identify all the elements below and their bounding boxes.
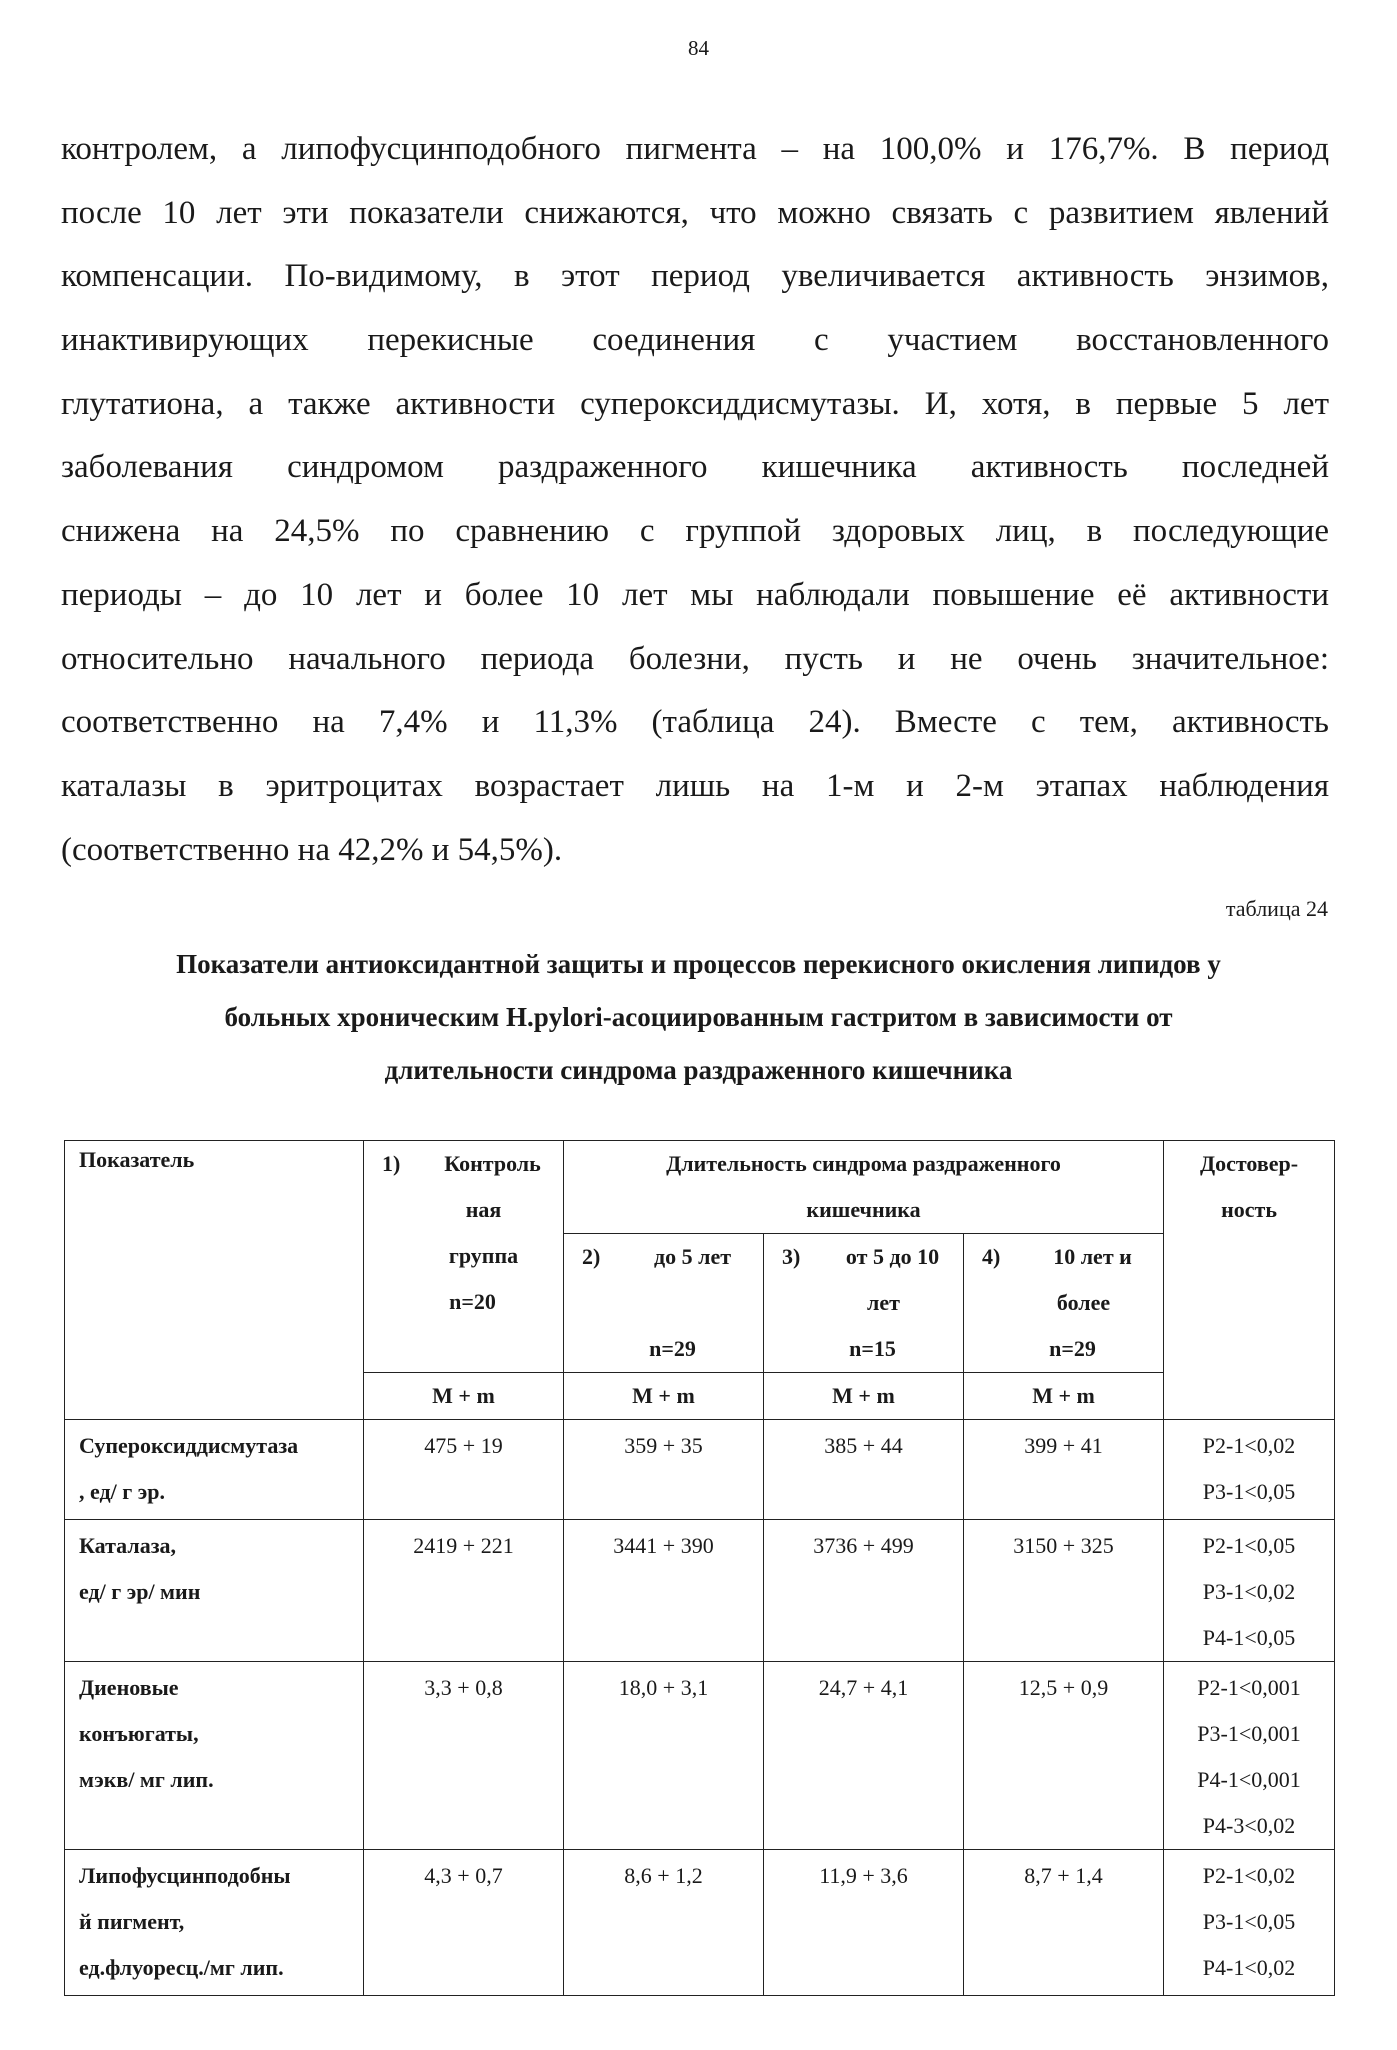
body-line: заболевания синдромом раздраженного кишечника активность последней: [61, 449, 1329, 486]
body-paragraph: [61, 118, 1329, 882]
header-reliability: [1164, 1141, 1335, 1420]
row-name-line: Супероксиддисмутаза: [79, 1433, 299, 1458]
value-cell: 11,9 + 3,6: [764, 1850, 964, 1996]
row-name: [65, 1850, 364, 1996]
header-control-n: n=20: [449, 1289, 496, 1314]
p-value-cell: [1164, 1850, 1335, 1996]
p-value: P3-1<0,02: [1202, 1579, 1296, 1604]
header-sub-n: n=15: [849, 1336, 896, 1361]
header-control-label-3: группа: [448, 1243, 519, 1268]
table-title: [0, 938, 1397, 1097]
header-sub-5-to-10: [764, 1234, 964, 1373]
body-line: каталазы в эритроцитах возрастает лишь на 1-м и 2-м этапах наблюдения: [61, 767, 1329, 804]
header-duration-line-1: Длительность синдрома раздраженного: [666, 1151, 1061, 1176]
body-line: снижена на 24,5% по сравнению с группой здоровых лиц, в последующие: [61, 513, 1329, 550]
row-name-line: мэкв/ мг лип.: [79, 1767, 214, 1792]
p-value-cell: [1164, 1662, 1335, 1850]
value-cell: 12,5 + 0,9: [964, 1662, 1164, 1850]
p-value: P4-3<0,02: [1202, 1813, 1296, 1838]
value-cell: 385 + 44: [764, 1420, 964, 1520]
value-cell: 8,7 + 1,4: [964, 1850, 1164, 1996]
body-line: контролем, а липофусцинподобного пигмента – на 100,0% и 176,7%. В период: [61, 131, 1329, 167]
header-sub-label-2: более: [1056, 1290, 1111, 1315]
row-name-line: ед.флуоресц./мг лип.: [79, 1955, 284, 1980]
header-mean-error: M + m: [964, 1373, 1164, 1420]
row-name-line: Каталаза,: [79, 1533, 177, 1558]
header-sub-under-5: [564, 1234, 764, 1373]
header-sub-number: 3): [782, 1244, 801, 1269]
body-line: относительно начального периода болезни, пусть и не очень значительное:: [61, 640, 1329, 677]
table-row-diene: [65, 1662, 1335, 1850]
row-name-line: ед/ г эр/ мин: [79, 1579, 201, 1604]
body-line: (соответственно на 42,2% и 54,5%).: [61, 831, 563, 868]
header-mean-error: M + m: [364, 1373, 564, 1420]
p-value: P2-1<0,001: [1197, 1675, 1301, 1700]
value-cell: 3441 + 390: [564, 1520, 764, 1662]
header-sub-number: 2): [582, 1244, 601, 1269]
value-cell: 4,3 + 0,7: [364, 1850, 564, 1996]
body-line: инактивирующих перекисные соединения с участием восстановленного: [61, 322, 1329, 359]
table-title-line: больных хроническим H.pylori-асоциированным гастритом в зависимости от: [224, 1002, 1173, 1032]
header-sub-label-2: лет: [867, 1290, 900, 1315]
p-value: P2-1<0,02: [1202, 1863, 1296, 1888]
table-title-line: Показатели антиоксидантной защиты и процессов перекисного окисления липидов у: [176, 949, 1221, 979]
p-value: P3-1<0,05: [1202, 1479, 1296, 1504]
value-cell: 3736 + 499: [764, 1520, 964, 1662]
header-sub-label: от 5 до 10: [845, 1244, 940, 1269]
body-line: глутатиона, а также активности супероксиддисмутазы. И, хотя, в первые 5 лет: [61, 385, 1329, 422]
row-name-line: й пигмент,: [79, 1909, 185, 1934]
body-line: периоды – до 10 лет и более 10 лет мы наблюдали повышение её активности: [61, 576, 1329, 613]
row-name-line: конъюгаты,: [79, 1721, 199, 1746]
table-title-line: длительности синдрома раздраженного кишечника: [384, 1055, 1013, 1085]
table-row-sod: [65, 1420, 1335, 1520]
p-value: P4-1<0,001: [1197, 1767, 1301, 1792]
data-table: [64, 1140, 1335, 1996]
p-value: P4-1<0,02: [1202, 1955, 1296, 1980]
value-cell: 475 + 19: [364, 1420, 564, 1520]
row-name: [65, 1520, 364, 1662]
header-sub-number: 4): [982, 1244, 1001, 1269]
value-cell: 399 + 41: [964, 1420, 1164, 1520]
header-sub-n: n=29: [649, 1336, 696, 1361]
row-name-line: Липофусцинподобны: [79, 1863, 291, 1888]
row-name-line: , ед/ г эр.: [79, 1479, 165, 1504]
header-duration-line-2: кишечника: [806, 1197, 921, 1222]
body-line: компенсации. По-видимому, в этот период увеличивается активность энзимов,: [61, 258, 1329, 295]
body-line: после 10 лет эти показатели снижаются, что можно связать с развитием явлений: [61, 194, 1329, 231]
value-cell: 24,7 + 4,1: [764, 1662, 964, 1850]
page-number: 84: [688, 36, 709, 60]
header-sub-label: 10 лет и: [1053, 1244, 1132, 1269]
value-cell: 3150 + 325: [964, 1520, 1164, 1662]
value-cell: 2419 + 221: [364, 1520, 564, 1662]
table-label: таблица 24: [1225, 896, 1328, 921]
row-name-line: Диеновые: [79, 1675, 179, 1700]
value-cell: 8,6 + 1,2: [564, 1850, 764, 1996]
header-mean-error: M + m: [564, 1373, 764, 1420]
header-mean-error: M + m: [764, 1373, 964, 1420]
header-reliability-line-1: Достовер-: [1199, 1151, 1299, 1176]
p-value: P2-1<0,05: [1202, 1533, 1296, 1558]
p-value: P4-1<0,05: [1202, 1625, 1296, 1650]
header-sub-n: n=29: [1049, 1336, 1096, 1361]
header-sub-over-10: [964, 1234, 1164, 1373]
p-value-cell: [1164, 1420, 1335, 1520]
value-cell: 359 + 35: [564, 1420, 764, 1520]
header-duration-group: [564, 1141, 1164, 1234]
table-row-catalase: [65, 1520, 1335, 1662]
header-control-label-1: Контроль: [444, 1151, 541, 1176]
row-name: [65, 1662, 364, 1850]
header-sub-label: до 5 лет: [653, 1244, 732, 1269]
header-control-group: [364, 1141, 564, 1373]
header-parameter: Показатель: [65, 1141, 364, 1420]
p-value-cell: [1164, 1520, 1335, 1662]
header-control-label-2: ная: [465, 1197, 502, 1222]
p-value: P2-1<0,02: [1202, 1433, 1296, 1458]
p-value: P3-1<0,05: [1202, 1909, 1296, 1934]
row-name: [65, 1420, 364, 1520]
body-line: соответственно на 7,4% и 11,3% (таблица 24). Вместе с тем, активность: [61, 704, 1329, 741]
header-control-number: 1): [382, 1151, 401, 1176]
header-reliability-line-2: ность: [1221, 1197, 1277, 1222]
p-value: P3-1<0,001: [1197, 1721, 1301, 1746]
value-cell: 3,3 + 0,8: [364, 1662, 564, 1850]
table-row-lipofuscin: [65, 1850, 1335, 1996]
value-cell: 18,0 + 3,1: [564, 1662, 764, 1850]
